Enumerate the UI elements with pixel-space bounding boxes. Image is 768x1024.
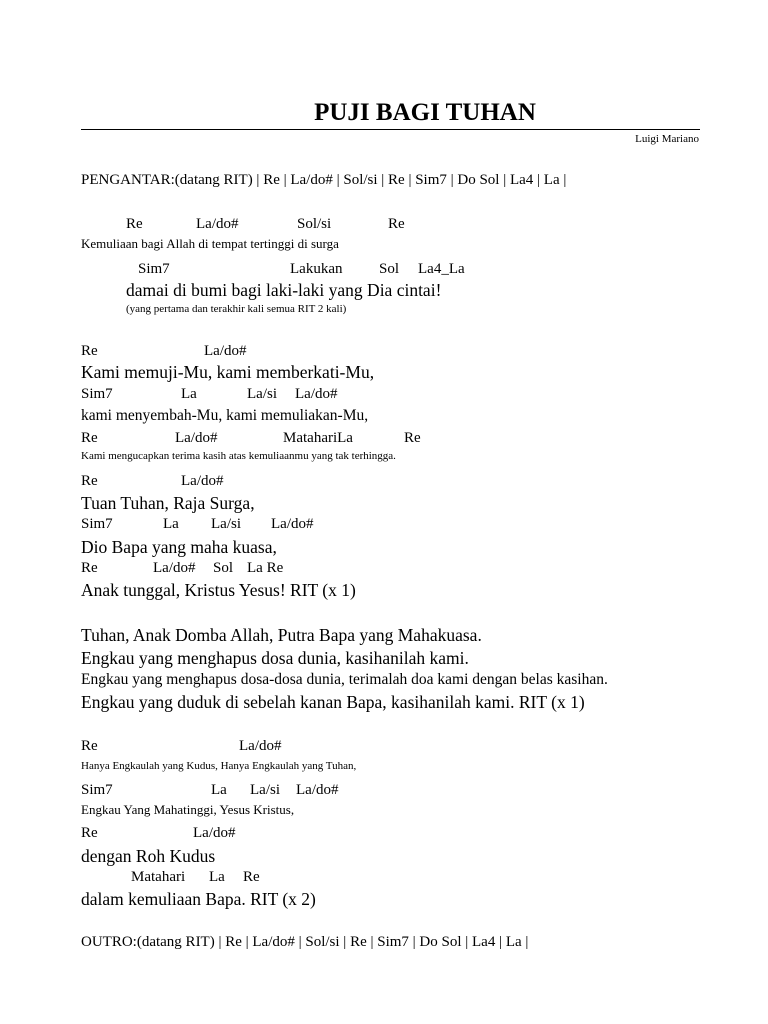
lyric-line: damai di bumi bagi laki-laki yang Dia cintai! — [126, 280, 442, 300]
chord: Re — [81, 343, 98, 359]
chord: Re — [81, 473, 98, 489]
chord: La/do# — [193, 825, 236, 841]
chord: Sol — [213, 560, 234, 576]
lyric-line: Tuhan, Anak Domba Allah, Putra Bapa yang Mahakuasa. — [81, 625, 482, 645]
chord: Re — [126, 216, 143, 232]
chord: Re — [388, 216, 405, 232]
lyric-line: Tuan Tuhan, Raja Surga, — [81, 493, 255, 513]
chord: MatahariLa — [283, 430, 353, 446]
chord: Re — [81, 738, 98, 754]
outro-line: OUTRO:(datang RIT) | Re | La/do# | Sol/si | Re | Sim7 | Do Sol | La4 | La | — [81, 934, 529, 950]
chord: Sim7 — [81, 782, 113, 798]
chord: La/do# — [181, 473, 224, 489]
chord: La/do# — [271, 516, 314, 532]
lyric-line: Kami mengucapkan terima kasih atas kemuliaanmu yang tak terhingga. — [81, 450, 396, 462]
lyric-line: Engkau yang menghapus dosa-dosa dunia, terimalah doa kami dengan belas kasihan. — [81, 671, 608, 688]
chord: La — [181, 386, 197, 402]
lyric-line: Engkau yang menghapus dosa dunia, kasihanilah kami. — [81, 648, 469, 668]
chord: La — [209, 869, 225, 885]
chord: Matahari — [131, 869, 186, 885]
lyric-line: Engkau Yang Mahatinggi, Yesus Kristus, — [81, 802, 295, 817]
chord: Re — [243, 869, 260, 885]
chord: Sol/si — [297, 216, 332, 232]
chord: La — [163, 516, 179, 532]
chord: La/si — [250, 782, 280, 798]
chord: Sol — [379, 261, 400, 277]
chord: La/do# — [175, 430, 218, 446]
chord: La/do# — [196, 216, 239, 232]
chord: La/do# — [153, 560, 196, 576]
chord: La/do# — [295, 386, 338, 402]
lyric-line: dengan Roh Kudus — [81, 846, 216, 866]
chord: Re — [81, 560, 98, 576]
chord: Sim7 — [81, 516, 113, 532]
chord: Lakukan — [290, 261, 343, 277]
chord: Re — [81, 825, 98, 841]
chord: Sim7 — [81, 386, 113, 402]
chord: La4_La — [418, 261, 465, 277]
chord: Re — [404, 430, 421, 446]
lyric-line: kami menyembah-Mu, kami memuliakan-Mu, — [81, 407, 369, 424]
author-name: Luigi Mariano — [635, 133, 699, 145]
chord: La/si — [247, 386, 277, 402]
lyric-line: Engkau yang duduk di sebelah kanan Bapa, kasihanilah kami. RIT (x 1) — [81, 692, 585, 712]
chord: Re — [81, 430, 98, 446]
lyric-line: Hanya Engkaulah yang Kudus, Hanya Engkaulah yang Tuhan, — [81, 760, 357, 772]
lyric-line: Anak tunggal, Kristus Yesus! RIT (x 1) — [81, 580, 356, 600]
performance-note: (yang pertama dan terakhir kali semua RIT 2 kali) — [126, 303, 347, 315]
chord: Sim7 — [138, 261, 170, 277]
chord: La/do# — [204, 343, 247, 359]
lyric-line: Kami memuji-Mu, kami memberkati-Mu, — [81, 362, 375, 382]
chord: La — [211, 782, 227, 798]
intro-line: PENGANTAR:(datang RIT) | Re | La/do# | Sol/si | Re | Sim7 | Do Sol | La4 | La | — [81, 172, 567, 188]
chord: La/do# — [296, 782, 339, 798]
lyric-line: dalam kemuliaan Bapa. RIT (x 2) — [81, 889, 316, 909]
chord: La/si — [211, 516, 241, 532]
chord: La/do# — [239, 738, 282, 754]
title-divider — [81, 129, 700, 130]
song-title: PUJI BAGI TUHAN — [314, 99, 536, 126]
lyric-line: Kemuliaan bagi Allah di tempat tertinggi di surga — [81, 236, 339, 251]
chord: La Re — [247, 560, 284, 576]
lyric-line: Dio Bapa yang maha kuasa, — [81, 537, 277, 557]
